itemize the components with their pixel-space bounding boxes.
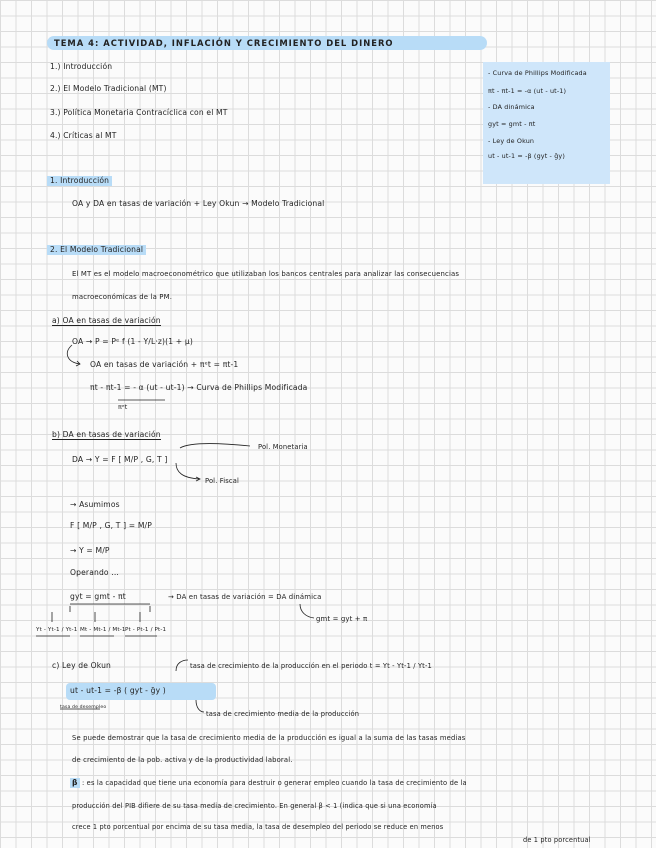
- okun-rate-arrow: [176, 660, 188, 671]
- oa-equation: OA → P = Pᵉ f (1 - Y/L·z)(1 + μ): [72, 337, 193, 346]
- average-growth-label: tasa de crecimiento media de la producción: [206, 710, 360, 718]
- fiscal-policy-label: Pol. Fiscal: [205, 477, 239, 485]
- summary-line-6: ut - ut-1 = -β (gyt - ḡy): [488, 152, 565, 160]
- pm-curved-arrow: [180, 444, 250, 448]
- index-item-2: 2.) El Modelo Tradicional (MT): [50, 84, 167, 93]
- oa-rates-note: OA en tasas de variación + πᵉt = πt-1: [90, 360, 239, 369]
- document-title-banner: [47, 36, 487, 50]
- intro-line: OA y DA en tasas de variación + Ley Okun → Modelo Tradicional: [72, 199, 325, 208]
- expected-inflation-label: πᵉt: [118, 403, 128, 411]
- model-paragraph-7: crece 1 pto porcentual por encima de su tasa media, la tasa de desempleo del periodo se reduce en menos: [72, 823, 444, 831]
- index-item-4: 4.) Críticas al MT: [50, 131, 117, 140]
- subsection-a-title: a) OA en tasas de variación: [52, 316, 161, 325]
- summary-line-1: - Curva de Phillips Modificada: [488, 69, 587, 77]
- summary-line-4: gyt = gmt - πt: [488, 120, 536, 128]
- summary-line-3: - DA dinámica: [488, 103, 535, 111]
- section-1-heading: 1. Introducción: [47, 176, 112, 186]
- model-paragraph-1: El MT es el modelo macroeconométrico que utilizaban los bancos centrales para analizar las consecuencias: [72, 270, 460, 278]
- oa-curved-arrow: [67, 345, 80, 364]
- f-equation: F [ M/P , G, T ] = M/P: [70, 521, 152, 530]
- section-2-heading: 2. El Modelo Tradicional: [47, 245, 146, 255]
- summary-line-5: - Ley de Okun: [488, 137, 535, 145]
- model-paragraph-8: de 1 pto porcentual: [523, 836, 591, 844]
- money-growth-fraction: Mt - Mt-1 / Mt-1: [80, 627, 126, 633]
- model-paragraph-2: macroeconómicas de la PM.: [72, 293, 173, 301]
- assume-label: → Asumimos: [70, 500, 120, 509]
- model-paragraph-4: de crecimiento de la pob. activa y de la productividad laboral.: [72, 756, 293, 764]
- index-item-1: 1.) Introducción: [50, 62, 113, 71]
- price-growth-fraction: Pt - Pt-1 / Pt-1: [125, 627, 167, 633]
- pf-curved-arrow: [176, 463, 200, 479]
- index-item-3: 3.) Política Monetaria Contracíclica con el MT: [50, 108, 228, 117]
- dynamic-da-note: → DA en tasas de variación = DA dinámica: [168, 593, 322, 601]
- output-growth-rate-note: tasa de crecimiento de la producción en el periodo t = Yt - Yt-1 / Yt-1: [190, 662, 432, 670]
- money-growth-equation: gmt = gyt + π: [316, 615, 368, 623]
- okun-equation: ut - ut-1 = -β ( gyt - ḡy ): [70, 686, 166, 695]
- okun-mean-arrow: [196, 700, 204, 712]
- beta-symbol: β: [72, 778, 78, 787]
- document-title: TEMA 4: ACTIVIDAD, INFLACIÓN Y CRECIMIENTO DEL DINERO: [54, 38, 394, 48]
- model-paragraph-3: Se puede demostrar que la tasa de crecimiento media de la producción es igual a la suma de las tasas medias: [72, 734, 466, 742]
- model-paragraph-5: : es la capacidad que tiene una economía para destruir o generar empleo cuando la tasa de crecimiento de la: [82, 779, 467, 787]
- gm-curved-arrow: [300, 604, 314, 618]
- summary-line-2: πt - πt-1 = -α (ut - ut-1): [488, 87, 567, 95]
- subsection-c-title: c) Ley de Okun: [52, 661, 112, 670]
- unemployment-rate-label: tasa de desempleo: [60, 705, 107, 710]
- y-equation: → Y = M/P: [70, 546, 110, 555]
- phillips-equation: πt - πt-1 = - α (ut - ut-1) → Curva de Phillips Modificada: [90, 383, 308, 392]
- output-growth-fraction: Yt - Yt-1 / Yt-1: [36, 627, 78, 633]
- operating-label: Operando ...: [70, 568, 119, 577]
- monetary-policy-label: Pol. Monetaria: [258, 443, 308, 451]
- growth-equation: gyt = gmt - πt: [70, 592, 126, 601]
- da-equation: DA → Y = F [ M/P , G, T ]: [72, 455, 168, 464]
- model-paragraph-6: producción del PIB difiere de su tasa media de crecimiento. En general β < 1 (indica que si una economía: [72, 802, 437, 810]
- subsection-b-title: b) DA en tasas de variación: [52, 430, 161, 439]
